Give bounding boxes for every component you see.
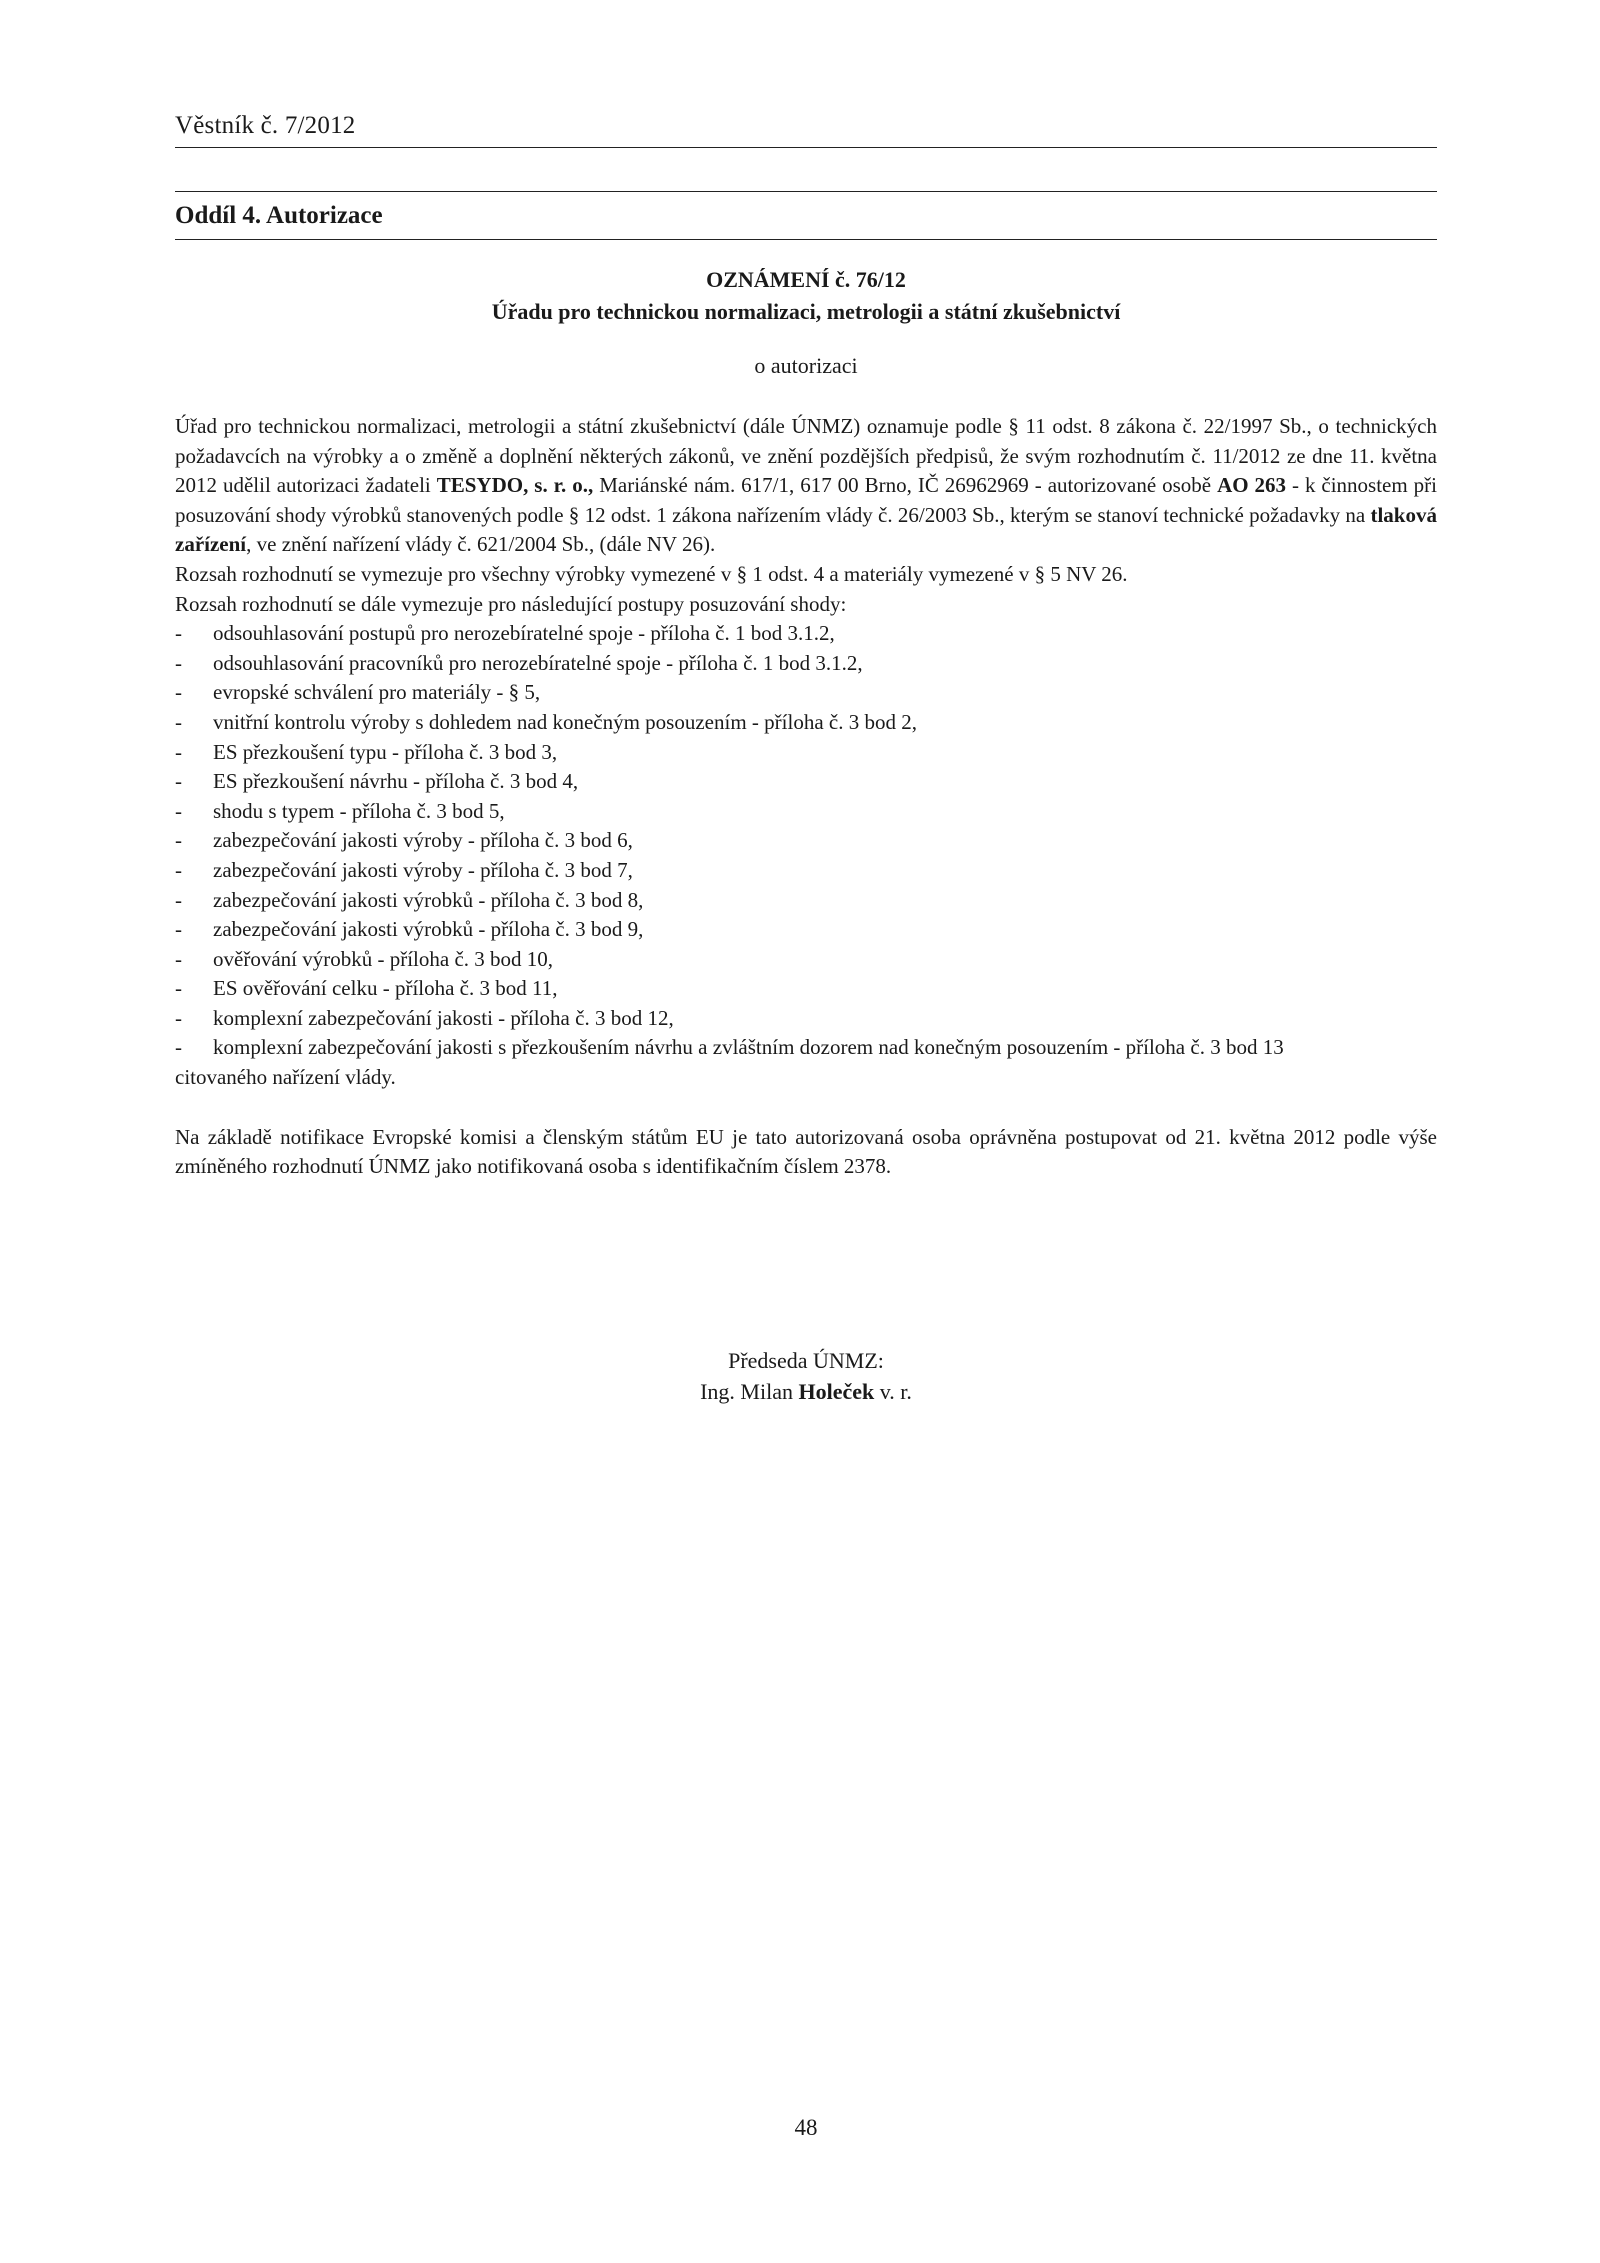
- section-top-rule: [175, 191, 1437, 192]
- list-bullet: -: [175, 887, 182, 912]
- procedure-text: zabezpečování jakosti výroby - příloha č. 3 bod 7,: [213, 857, 633, 882]
- list-item: [175, 886, 1437, 916]
- list-bullet: -: [175, 857, 182, 882]
- procedure-text: zabezpečování jakosti výroby - příloha č. 3 bod 6,: [213, 828, 633, 853]
- text-span: Mariánské nám. 617/1, 617 00 Brno, IČ 26962969 - autorizované osobě: [593, 473, 1218, 498]
- list-bullet: -: [175, 650, 182, 675]
- procedure-list: [175, 619, 1437, 1063]
- notice-heading: [175, 264, 1437, 328]
- list-bullet: -: [175, 621, 182, 646]
- procedure-text: shodu s typem - příloha č. 3 bod 5,: [213, 798, 505, 823]
- procedure-text: ES přezkoušení typu - příloha č. 3 bod 3,: [213, 739, 558, 764]
- list-bullet: -: [175, 709, 182, 734]
- list-item: [175, 649, 1437, 679]
- procedure-text: ES ověřování celku - příloha č. 3 bod 11,: [213, 976, 558, 1001]
- list-item: [175, 767, 1437, 797]
- notice-number: OZNÁMENÍ č. 76/12: [706, 267, 906, 292]
- procedure-text: komplexní zabezpečování jakosti s přezkoušením návrhu a zvláštním dozorem nad konečným posouzením - příloha č. 3 bod 13: [213, 1035, 1284, 1060]
- spacer: [175, 1093, 1437, 1123]
- section-bottom-rule: [175, 239, 1437, 240]
- list-item: [175, 708, 1437, 738]
- list-item: [175, 738, 1437, 768]
- list-bullet: -: [175, 798, 182, 823]
- list-item: [175, 826, 1437, 856]
- procedure-text: komplexní zabezpečování jakosti - příloha č. 3 bod 12,: [213, 1005, 674, 1030]
- procedure-text: evropské schválení pro materiály - § 5,: [213, 680, 541, 705]
- list-bullet: -: [175, 946, 182, 971]
- equipment-type: tlaková zařízení: [175, 502, 1437, 557]
- list-item: [175, 945, 1437, 975]
- paragraph-scope-products: Rozsah rozhodnutí se vymezuje pro všechny výrobky vymezené v § 1 odst. 4 a materiály vymezené v § 5 NV 26.: [175, 561, 1128, 586]
- list-bullet: -: [175, 680, 182, 705]
- list-bullet: -: [175, 1035, 182, 1060]
- header-rule: [175, 147, 1437, 148]
- procedure-text: zabezpečování jakosti výrobků - příloha č. 3 bod 9,: [213, 917, 644, 942]
- paragraph-regulation-ref: citovaného nařízení vlády.: [175, 1065, 396, 1090]
- running-header: Věstník č. 7/2012: [175, 112, 356, 139]
- name-suffix: v. r.: [874, 1379, 912, 1404]
- procedure-text: zabezpečování jakosti výrobků - příloha č. 3 bod 8,: [213, 887, 644, 912]
- surname: Holeček: [798, 1379, 875, 1404]
- procedure-text: odsouhlasování postupů pro nerozebíratelné spoje - příloha č. 1 bod 3.1.2,: [213, 621, 835, 646]
- name-prefix: Ing. Milan: [700, 1379, 799, 1404]
- procedure-text: vnitřní kontrolu výroby s dohledem nad konečným posouzením - příloha č. 3 bod 2,: [213, 709, 917, 734]
- authorized-body-number: AO 263: [1217, 473, 1287, 498]
- list-item: [175, 856, 1437, 886]
- list-item: [175, 974, 1437, 1004]
- text-span: - k činnostem při posuzování shody výrobků stanovených podle § 12 odst. 1 zákona nařízením vlády č. 26/2003 Sb., kterým se stanoví technické požadavky na: [175, 473, 1437, 527]
- notice-subject: o autorizaci: [754, 353, 858, 378]
- paragraph-scope-procedures: Rozsah rozhodnutí se dále vymezuje pro následující postupy posuzování shody:: [175, 591, 847, 616]
- notice-body: [175, 412, 1437, 1182]
- text-span: , ve znění nařízení vlády č. 621/2004 Sb., (dále NV 26).: [246, 532, 716, 557]
- procedure-text: ES přezkoušení návrhu - příloha č. 3 bod 4,: [213, 769, 579, 794]
- list-bullet: -: [175, 739, 182, 764]
- list-item: [175, 1004, 1437, 1034]
- text-span: Úřad pro technickou normalizaci, metrologii a státní zkušebnictví (dále ÚNMZ) oznamuje podle § 11 odst. 8 zákona č. 22/1997 Sb., o technických požadavcích na výrobky a o změně a doplnění některých zákonů, ve znění pozdějších předpisů, že svým rozhodnutím č. 11/2012 ze dne 11. května 2012 udělil autorizaci žadateli: [175, 414, 1437, 498]
- procedure-text: odsouhlasování pracovníků pro nerozebíratelné spoje - příloha č. 1 bod 3.1.2,: [213, 650, 863, 675]
- signatory-role: Předseda ÚNMZ:: [728, 1348, 884, 1373]
- list-bullet: -: [175, 769, 182, 794]
- list-item: [175, 797, 1437, 827]
- list-bullet: -: [175, 828, 182, 853]
- company-name: TESYDO, s. r. o.,: [436, 473, 594, 498]
- signature-block: [175, 1345, 1437, 1407]
- page-number: 48: [794, 2115, 818, 2140]
- list-bullet: -: [175, 917, 182, 942]
- section-title: Oddíl 4. Autorizace: [175, 202, 383, 229]
- list-item: [175, 1033, 1437, 1063]
- procedure-text: ověřování výrobků - příloha č. 3 bod 10,: [213, 946, 554, 971]
- paragraph-notification: Na základě notifikace Evropské komisi a členským státům EU je tato autorizovaná osoba oprávněna postupovat od 21. května 2012 podle výše zmíněného rozhodnutí ÚNMZ jako notifikovaná osoba s identifikačním číslem 2378.: [175, 1124, 1437, 1179]
- notice-issuer: Úřadu pro technickou normalizaci, metrologii a státní zkušebnictví: [491, 299, 1121, 324]
- list-item: [175, 678, 1437, 708]
- document-page: [175, 0, 1437, 2263]
- signatory-name: [175, 1376, 1437, 1407]
- list-item: [175, 619, 1437, 649]
- list-bullet: -: [175, 1005, 182, 1030]
- list-bullet: -: [175, 976, 182, 1001]
- paragraph-authorization: [175, 412, 1437, 560]
- list-item: [175, 915, 1437, 945]
